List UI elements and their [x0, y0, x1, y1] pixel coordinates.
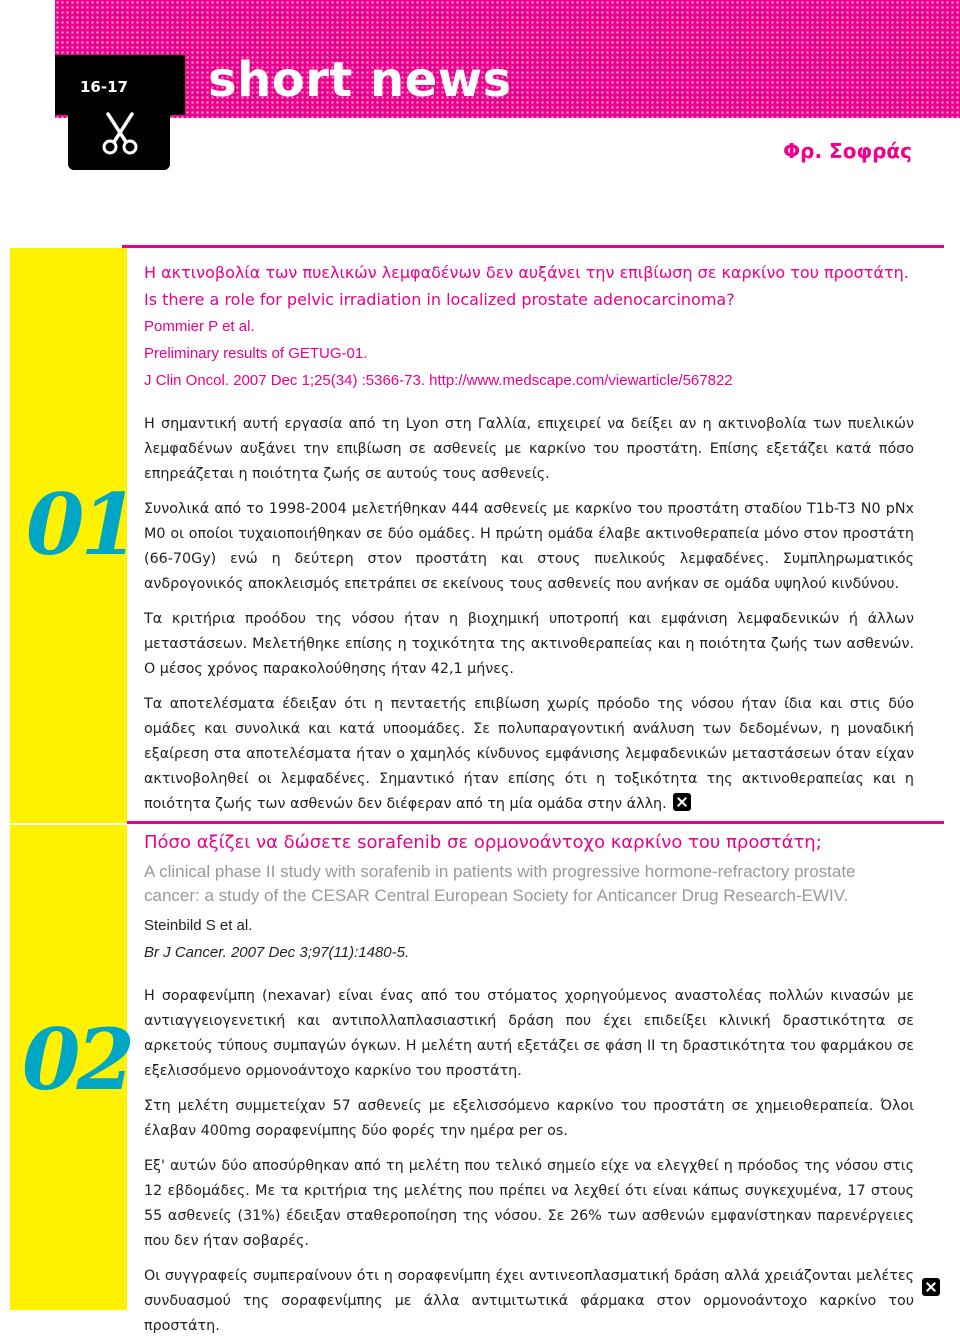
article-2 — [144, 830, 914, 1339]
article-number: 01 — [26, 475, 135, 574]
article-paragraph — [144, 692, 914, 817]
page-numbers: 16-17 — [80, 78, 128, 96]
article-title-english: A clinical phase II study with sorafenib in patients with progressive hormone-refractory prostate cancer: a study of the CESAR Central European Society for Anticancer Drug Research-EWIV. — [144, 862, 856, 905]
article-authors: Steinbild S et al. — [144, 917, 253, 934]
article-paragraph: Εξ' αυτών δύο αποσύρθηκαν από τη μελέτη που τελικό σημείο είχε να ελεγχθεί η πρόοδος της νόσου στις 12 εβδομάδες. Με τα κριτήρια της μελέτης που πρέπει να λεχθεί ότι είναι κάπως συγκεχυμένα, 17 στους 55 ασθενείς (31%) έδειξαν σταθεροποίηση της νόσου. Σε 26% των ασθενών εμφανίστηκαν παρενέργειες που δεν ήταν σοβαρές. — [144, 1158, 914, 1249]
article-1 — [144, 260, 914, 817]
article-citation: J Clin Oncol. 2007 Dec 1;25(34) :5366-73. http://www.medscape.com/viewarticle/567822 — [144, 372, 733, 389]
author-name: Φρ. Σοφράς — [783, 139, 912, 163]
article-paragraph: Η σοραφενίμπη (nexavar) είναι ένας από του στόματος χορηγούμενος αναστολέας πολλών κινασών με αντιαγγειογενετική και αντιπολλαπλασιαστική δράση που έχει επιδείξει κλινική δραστικότητα σε αρκετούς τύπους συμπαγών όγκων. Η μελέτη αυτή εξετάζει σε φάση ΙΙ τη δραστικότητα του φαρμάκου σε εξελισσόμενο ορμονοάντοχο καρκίνο του προστάτη. — [144, 988, 914, 1079]
article-paragraph: Συνολικά από το 1998-2004 μελετήθηκαν 444 ασθενείς με καρκίνο του προστάτη σταδίου T1b-T3 N0 pNx M0 οι οποίοι τυχαιοποιήθηκαν σε δύο ομάδες. Η πρώτη ομάδα έλαβε ακτινοθεραπεία μόνο στον προστάτη (66-70Gy) ενώ η δεύτερη στον προστάτη και στους πυελικούς λεμφαδένες. Συμπληρωματικός ανδρογονικός αποκλεισμός επετράπει σε εκείνους τους ασθενείς που ανήκαν σε ομάδα υψηλού κινδύνου. — [144, 501, 914, 592]
article-citation-text: Br J Cancer. 2007 Dec 3;97(11):1480-5. — [144, 944, 410, 961]
article-title-greek: Η ακτινοβολία των πυελικών λεμφαδένων δεν αυξάνει την επιβίωση σε καρκίνο του προστάτη. — [144, 263, 909, 282]
article-authors: Pommier P et al. — [144, 318, 255, 335]
article-title-greek: Πόσο αξίζει να δώσετε sorafenib σε ορμονοάντοχο καρκίνο του προστάτη; — [144, 832, 822, 853]
scissors-icon — [68, 96, 170, 170]
article-paragraph: Η σημαντική αυτή εργασία από τη Lyon στη Γαλλία, επιχειρεί να δείξει αν η ακτινοβολία των πυελικών λεμφαδένων αυξάνει την επιβίωση σε ασθενείς με καρκίνο του προστάτη. Επίσης εξετάζει κατά πόσο επηρεάζεται η ποιότητα ζωής σε αυτούς τους ασθενείς. — [144, 416, 914, 482]
end-of-article-icon — [922, 1278, 940, 1296]
divider-rule — [122, 245, 944, 248]
sidebar-separator — [10, 823, 127, 825]
article-number: 02 — [22, 1010, 131, 1109]
article-paragraph: Στη μελέτη συμμετείχαν 57 ασθενείς με εξελισσόμενο καρκίνο του προστάτη σε χημειοθεραπεία. Όλοι έλαβαν 400mg σοραφενίμπης δύο φορές την ημέρα per os. — [144, 1098, 914, 1139]
article-note: Preliminary results of GETUG-01. — [144, 345, 368, 362]
article-paragraph: Οι συγγραφείς συμπεραίνουν ότι η σοραφενίμπη έχει αντινεοπλασματική δράση αλλά χρειάζονται μελέτες συνδυασμού της σοραφενίμπης με άλλα αντιμιτωτικά φάρμακα στον ορμονοάντοχο καρκίνο του προστάτη. — [144, 1268, 914, 1334]
article-paragraph-text: Τα αποτελέσματα έδειξαν ότι η πενταετής επιβίωση χωρίς πρόοδο της νόσου ήταν ίδια και στις δύο ομάδες και συνολικά και κατά υποομάδες. Σε πολυπαραγοντική ανάλυση των δεδομένων, η μοναδική εξαίρεση στα αποτελέσματα ήταν ο χαμηλός κίνδυνος εμφάνισης λεμφαδενικών μεταστάσεων όταν είχαν ακτινοβοληθεί οι λεμφαδένες. Σημαντικό ήταν επίσης ότι η τοξικότητα της ακτινοθεραπείας και η ποιότητα ζωής των ασθενών δεν διέφεραν από τη μία ομάδα στην άλλη. — [144, 696, 914, 812]
article-title-english: Is there a role for pelvic irradiation in localized prostate adenocarcinoma? — [144, 290, 735, 309]
end-of-article-icon — [673, 793, 691, 811]
number-sidebar — [10, 248, 127, 1310]
article-paragraph: Τα κριτήρια προόδου της νόσου ήταν η βιοχημική υποτροπή και εμφάνιση λεμφαδενικών ή άλλων μεταστάσεων. Μελετήθηκε επίσης η τοχικότητα της ακτινοθεραπείας και η ποιότητα ζωής των ασθενών. Ο μέσος χρόνος παρακολούθησης ήταν 42,1 μήνες. — [144, 611, 914, 677]
banner-corner — [0, 0, 55, 118]
divider-rule — [122, 821, 944, 824]
section-title: short news — [208, 52, 512, 108]
article-citation — [144, 939, 914, 966]
